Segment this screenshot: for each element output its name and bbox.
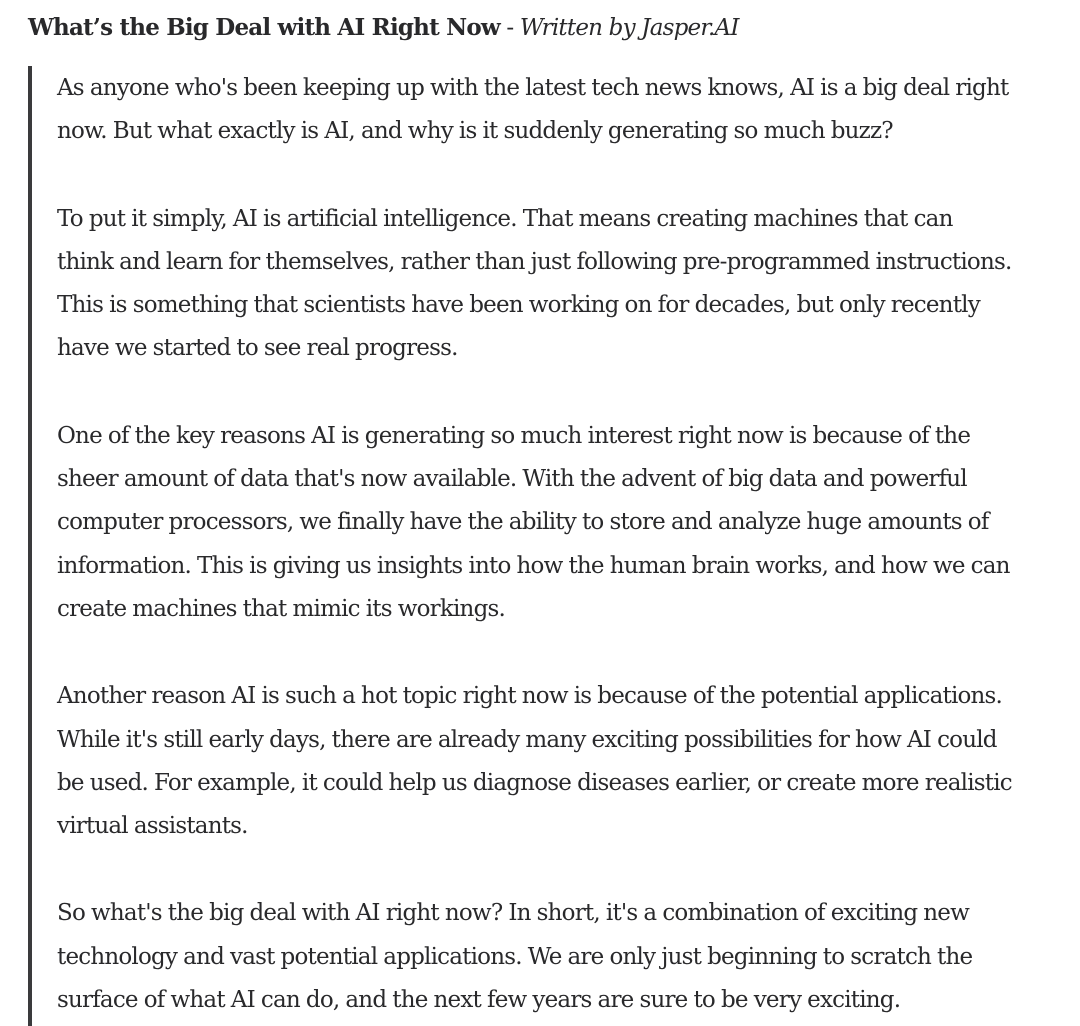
paragraph-line: Another reason AI is such a hot topic right now is because of the potential applications. <box>57 683 1003 710</box>
paragraph-line: As anyone who's been keeping up with the latest tech news knows, AI is a big deal right <box>57 75 1009 101</box>
paragraph-4 <box>57 675 1073 848</box>
paragraph-line: now. But what exactly is AI, and why is it suddenly generating so much buzz? <box>57 118 893 145</box>
article-byline: Written by Jasper.AI <box>519 15 739 41</box>
paragraph-5 <box>57 892 1073 1022</box>
paragraph-line: computer processors, we finally have the ability to store and analyze huge amounts of <box>57 509 989 536</box>
paragraph-3 <box>57 415 1073 631</box>
paragraph-line: sheer amount of data that's now available. With the advent of big data and powerful <box>57 466 967 493</box>
paragraph-line: be used. For example, it could help us diagnose diseases earlier, or create more realistic <box>57 769 1012 796</box>
paragraph-line: have we started to see real progress. <box>57 335 458 362</box>
paragraph-1 <box>57 67 1073 154</box>
paragraph-line: So what's the big deal with AI right now? In short, it's a combination of exciting new <box>57 900 970 927</box>
paragraph-line: technology and vast potential applications. We are only just beginning to scratch the <box>57 943 973 970</box>
title-separator: - <box>499 15 520 41</box>
article-title: What’s the Big Deal with AI Right Now <box>28 14 500 41</box>
paragraph-line: This is something that scientists have been working on for decades, but only recently <box>57 292 980 319</box>
blockquote <box>28 66 1073 1026</box>
paragraph-line: think and learn for themselves, rather than just following pre-programmed instructions. <box>57 248 1012 275</box>
paragraph-line: virtual assistants. <box>57 813 248 840</box>
paragraph-line: To put it simply, AI is artificial intelligence. That means creating machines that can <box>57 205 953 232</box>
paragraph-line: create machines that mimic its workings. <box>57 595 506 622</box>
paragraph-line: information. This is giving us insights into how the human brain works, and how we can <box>57 552 1010 579</box>
paragraph-line: While it's still early days, there are already many exciting possibilities for how AI could <box>57 726 997 753</box>
paragraph-line: surface of what AI can do, and the next few years are sure to be very exciting. <box>57 987 901 1014</box>
paragraph-line: One of the key reasons AI is generating so much interest right now is because of the <box>57 422 971 449</box>
article-heading <box>28 10 739 46</box>
paragraph-2 <box>57 198 1073 371</box>
